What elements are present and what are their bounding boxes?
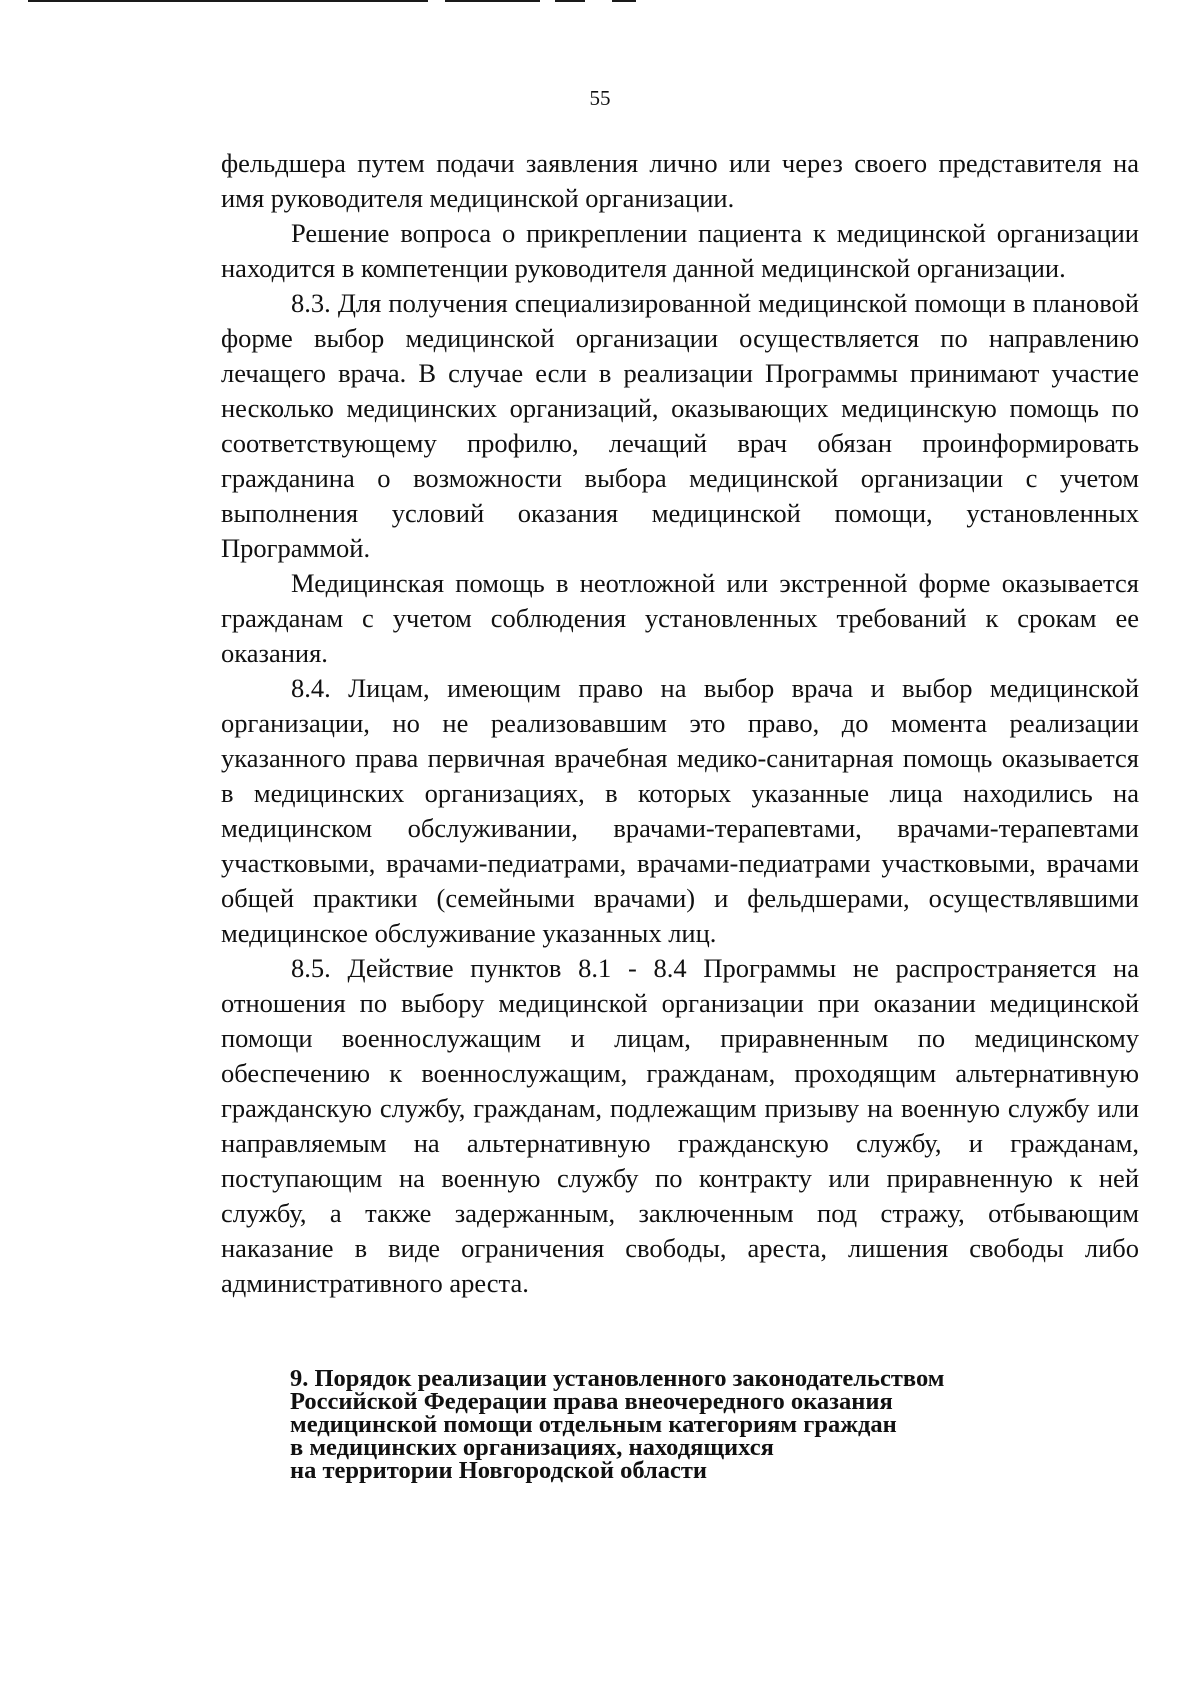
heading-line: в медицинских организациях, находящихся (290, 1434, 774, 1461)
scan-edge-bar-right (555, 0, 585, 2)
paragraph-emergency-care: Медицинская помощь в неотложной или экстренной форме оказывается гражданам с учетом соблюдения установленных требований к срокам ее оказания. (221, 568, 1139, 668)
scan-edge-bar-left (28, 0, 428, 2)
document-body (221, 146, 1139, 1301)
scan-edge-bar-middle (445, 0, 540, 2)
paragraph-8-5: 8.5. Действие пунктов 8.1 - 8.4 Программы не распространяется на отношения по выбору медицинской организации при оказании медицинской помощи военнослужащим и лицам, приравненным по медицинскому обеспечению к военнослужащим, гражданам, проходящим альтернативную гражданскую службу, гражданам, подлежащим призыву на военную службу или направляемым на альтернативную гражданскую службу, и гражданам, поступающим на военную службу по контракту или приравненную к ней службу, а также задержанным, заключенным под стражу, отбывающим наказание в виде ограничения свободы, ареста, лишения свободы либо административного ареста. (221, 953, 1139, 1298)
heading-line: на территории Новгородской области (290, 1457, 708, 1484)
page-number: 55 (589, 86, 611, 110)
scan-edge-bar-far-right (612, 0, 636, 2)
heading-line: Российской Федерации права внеочередного оказания (290, 1388, 893, 1415)
paragraph-8-3: 8.3. Для получения специализированной медицинской помощи в плановой форме выбор медицинской организации осуществляется по направлению лечащего врача. В случае если в реализации Программы принимают участие несколько медицинских организаций, оказывающих медицинскую помощь по соответствующему профилю, лечащий врач обязан проинформировать гражданина о возможности выбора медицинской организации с учетом выполнения условий оказания медицинской помощи, установленных Программой. (221, 288, 1139, 563)
heading-line: 9. Порядок реализации установленного законодательством (290, 1365, 945, 1392)
paragraph-decision: Решение вопроса о прикреплении пациента к медицинской организации находится в компетенции руководителя данной медицинской организации. (221, 218, 1139, 283)
heading-line: медицинской помощи отдельным категориям граждан (290, 1411, 897, 1438)
paragraph-8-4: 8.4. Лицам, имеющим право на выбор врача и выбор медицинской организации, но не реализовавшим это право, до момента реализации указанного права первичная врачебная медико-санитарная помощь оказывается в медицинских организациях, в которых указанные лица находились на медицинском обслуживании, врачами-терапевтами, врачами-терапевтами участковыми, врачами-педиатрами, врачами-педиатрами участковыми, врачами общей практики (семейными врачами) и фельдшерами, осуществлявшими медицинское обслуживание указанных лиц. (221, 673, 1139, 948)
section-9-heading (290, 1367, 1070, 1482)
paragraph-continuation: фельдшера путем подачи заявления лично или через своего представителя на имя руководителя медицинской организации. (221, 148, 1139, 213)
